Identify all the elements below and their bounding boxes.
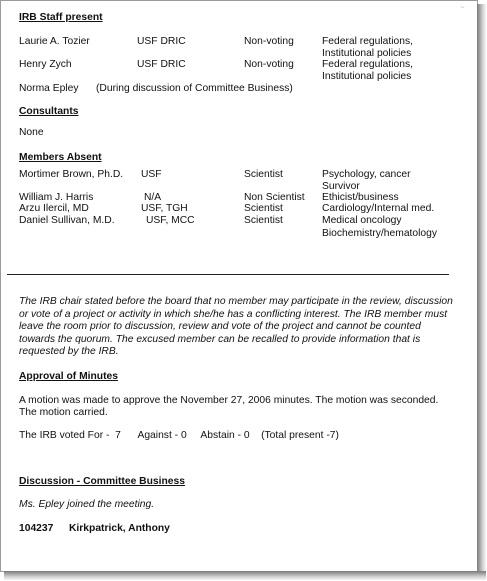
staff-org: USF DRIC bbox=[137, 36, 186, 47]
paragraph-line: requested by the IRB. bbox=[19, 346, 119, 357]
page-shadow-right bbox=[477, 4, 486, 579]
absent-org: USF, TGH bbox=[141, 203, 188, 214]
staff-role: Federal regulations, bbox=[322, 59, 414, 70]
absent-org: USF, MCC bbox=[146, 215, 195, 226]
paragraph-line: leave the room prior to discussion, review and vote of the project and cannot be counted bbox=[19, 321, 421, 332]
consultants-value: None bbox=[19, 127, 44, 138]
absent-name: Daniel Sullivan, M.D. bbox=[19, 215, 115, 226]
absent-org: USF bbox=[141, 169, 162, 180]
minutes-heading: Approval of Minutes bbox=[19, 371, 118, 382]
staff-org: USF DRIC bbox=[137, 59, 186, 70]
scan-speck: ~ bbox=[460, 3, 465, 12]
absent-name: Mortimer Brown, Ph.D. bbox=[19, 169, 124, 180]
protocol-name: Kirkpatrick, Anthony bbox=[69, 523, 170, 534]
paragraph-line: towards the quorum. The excused member can be recalled to provide information that is bbox=[19, 333, 421, 345]
absent-role: Cardiology/Internal med. bbox=[322, 203, 435, 214]
consultants-heading: Consultants bbox=[19, 106, 79, 117]
minutes-motion: A motion was made to approve the November 27, 2006 minutes. The motion was seconded. bbox=[19, 395, 439, 406]
paragraph-line: or vote of a project or activity in which she/he has a conflicting interest. The IRB member must bbox=[19, 308, 448, 320]
staff-name: Norma Epley bbox=[19, 83, 79, 94]
staff-heading: IRB Staff present bbox=[19, 12, 103, 23]
absent-role: Survivor bbox=[322, 181, 360, 192]
staff-role: Federal regulations, bbox=[322, 36, 414, 47]
absent-status: Scientist bbox=[244, 203, 283, 214]
absent-status: Scientist bbox=[244, 215, 283, 226]
absent-name: William J. Harris bbox=[19, 192, 94, 203]
absent-role: Psychology, cancer bbox=[322, 169, 411, 180]
absent-role: Ethicist/business bbox=[322, 192, 399, 203]
absent-status: Non Scientist bbox=[244, 192, 305, 203]
minutes-vote: The IRB voted For - 7 Against - 0 Abstain - 0 (Total present -7) bbox=[19, 430, 339, 441]
discussion-heading: Discussion - Committee Business bbox=[19, 476, 185, 487]
discussion-note: Ms. Epley joined the meeting. bbox=[19, 499, 155, 510]
absent-role: Medical oncology bbox=[322, 215, 402, 226]
page-shadow-bottom bbox=[4, 571, 486, 580]
protocol-id: 104237 bbox=[19, 523, 54, 534]
absent-heading: Members Absent bbox=[19, 152, 102, 163]
staff-status: Non-voting bbox=[244, 36, 294, 47]
staff-status: Non-voting bbox=[244, 59, 294, 70]
staff-name: Laurie A. Tozier bbox=[19, 36, 90, 47]
staff-role: Institutional policies bbox=[322, 71, 412, 82]
staff-note: (During discussion of Committee Business) bbox=[96, 83, 293, 94]
staff-name: Henry Zych bbox=[19, 59, 72, 70]
staff-role: Institutional policies bbox=[322, 48, 412, 59]
section-divider bbox=[7, 274, 449, 275]
paragraph-line: The IRB chair stated before the board that no member may participate in the review, discussion bbox=[19, 296, 453, 307]
absent-name: Arzu Ilercil, MD bbox=[19, 203, 89, 214]
absent-org: N/A bbox=[144, 192, 162, 203]
absent-role: Biochemistry/hematology bbox=[322, 228, 438, 239]
absent-status: Scientist bbox=[244, 169, 283, 180]
minutes-result: The motion carried. bbox=[19, 407, 108, 418]
conflict-paragraph bbox=[19, 296, 453, 359]
